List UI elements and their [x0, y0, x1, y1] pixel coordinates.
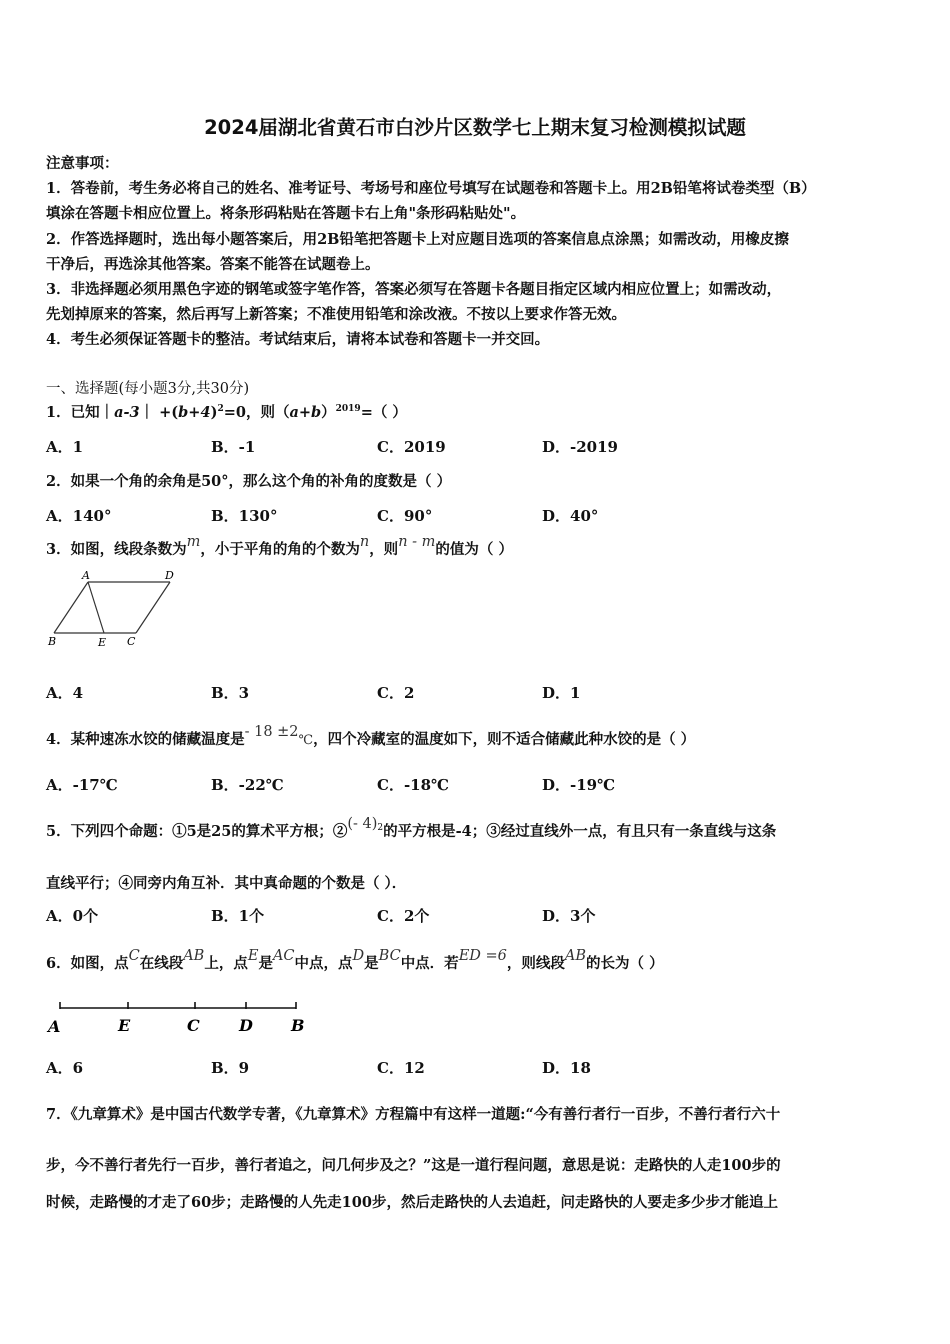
q1-option-a: A．1	[46, 438, 84, 456]
q4-option-a: A．-17℃	[46, 776, 118, 794]
label-a: A	[48, 1017, 61, 1036]
question-1	[46, 401, 407, 422]
q7-book-title: 《九章算术》	[70, 1106, 151, 1123]
label-a: A	[82, 569, 90, 582]
q1-text: 1．已知｜	[46, 404, 115, 421]
label-d: D	[239, 1016, 253, 1035]
page-title: 2024届湖北省黄石市白沙片区数学七上期末复习检测模拟试题	[204, 116, 746, 139]
q6-text: 上，点	[204, 955, 248, 972]
q7-book-title: 《九章算术》	[295, 1106, 376, 1123]
q3-options	[46, 682, 746, 704]
q6-ed-equals-6: ED =6	[458, 948, 507, 964]
question-4	[46, 724, 696, 749]
q3-text: ，则	[369, 541, 399, 558]
segment-ab	[54, 582, 88, 633]
q1-option-b: B．-1	[211, 438, 256, 456]
q3-n-minus-m: n - m	[398, 534, 436, 550]
q5-square: 2	[377, 823, 384, 833]
q2-option-c: C．90°	[377, 507, 433, 525]
q3-n: n	[359, 534, 370, 550]
q6-option-b: B．9	[211, 1059, 250, 1077]
q1-text: ｜ +(	[139, 404, 179, 421]
q6-text: 是	[258, 955, 273, 972]
q6-d: D	[352, 948, 365, 964]
q4-unit: ℃	[298, 733, 314, 748]
q6-e: E	[247, 948, 259, 964]
q1-option-d: D．-2019	[542, 438, 618, 456]
q3-option-d: D．1	[542, 684, 581, 702]
q4-option-b: B．-22℃	[211, 776, 284, 794]
q3-m: m	[186, 534, 201, 550]
q5-text: 的平方根是-4；③经过直线外一点，有且只有一条直线与这条	[383, 823, 777, 840]
q5-options	[46, 905, 746, 927]
q5-text: 5．下列四个命题：①5是25的算术平方根；②	[46, 823, 348, 840]
question-7	[46, 1103, 780, 1124]
notice-line-1: 1．答卷前，考生务必将自己的姓名、准考证号、考场号和座位号填写在试题卷和答题卡上。用2B铅笔将试卷类型（B）	[46, 180, 816, 197]
q4-text: ，四个冷藏室的温度如下，则不适合储藏此种水饺的是（ ）	[313, 731, 696, 748]
q6-text: 6．如图，点	[46, 955, 129, 972]
q5-expression: (- 4)	[347, 816, 378, 832]
q6-bc: BC	[378, 948, 401, 964]
q6-text: 中点．若	[400, 955, 459, 972]
q3-text: ，小于平角的角的个数为	[200, 541, 360, 558]
question-2: 2．如果一个角的余角是50°，那么这个角的补角的度数是（ ）	[46, 473, 452, 490]
q4-options	[46, 774, 746, 796]
q5-option-d: D．3个	[542, 907, 596, 925]
q3-option-b: B．3	[211, 684, 250, 702]
q6-segment-figure	[44, 996, 314, 1038]
q1-b4: b+4	[178, 404, 211, 421]
label-c: C	[127, 635, 136, 648]
q1-text: =（ ）	[360, 404, 407, 421]
notice-line-2: 填涂在答题卡相应位置上。将条形码粘贴在答题卡右上角"条形码粘贴处"。	[46, 205, 526, 222]
q6-text: ，则线段	[506, 955, 565, 972]
q7-text: 方程篇中有这样一道题:“今有善行者行一百步，不善行者行六十	[375, 1106, 781, 1123]
q2-option-b: B．130°	[211, 507, 278, 525]
q3-option-a: A．4	[46, 684, 84, 702]
label-c: C	[187, 1016, 200, 1035]
q6-ab-2: AB	[564, 948, 587, 964]
q6-options	[46, 1057, 746, 1079]
q6-option-a: A．6	[46, 1059, 84, 1077]
q4-temperature: - 18 ±2	[244, 724, 299, 740]
q3-option-c: C．2	[377, 684, 415, 702]
section-heading: 一、选择题(每小题3分,共30分)	[46, 381, 250, 397]
q4-option-d: D．-19℃	[542, 776, 616, 794]
q2-option-a: A．140°	[46, 507, 112, 525]
q7-text: 7．	[46, 1106, 71, 1123]
q3-text: 的值为（ ）	[435, 541, 513, 558]
notice-line-5: 3．非选择题必须用黑色字迹的钢笔或签字笔作答，答案必须写在答题卡各题目指定区域内相应位置上；如需改动，	[46, 281, 782, 298]
q6-option-d: D．18	[542, 1059, 591, 1077]
q2-options	[46, 505, 746, 527]
q4-option-c: C．-18℃	[377, 776, 450, 794]
question-7-line-3: 时候，走路慢的才走了60步；走路慢的人先走100步，然后走路快的人去追赶，问走路快的人要走多少步才能追上	[46, 1194, 778, 1211]
segment-dc	[136, 582, 170, 633]
question-5	[46, 816, 777, 841]
label-b: B	[291, 1016, 305, 1035]
q1-text: =0，则（	[223, 404, 290, 421]
q6-option-c: C．12	[377, 1059, 425, 1077]
segment-ae	[88, 582, 104, 633]
question-6	[46, 948, 664, 973]
label-e: E	[98, 636, 107, 649]
q4-text: 4．某种速冻水饺的储藏温度是	[46, 731, 245, 748]
label-e: E	[118, 1016, 131, 1035]
q7-text: 是中国古代数学专著，	[150, 1106, 296, 1123]
q5-option-b: B．1个	[211, 907, 265, 925]
q6-ab: AB	[183, 948, 205, 964]
q6-ac: AC	[272, 948, 295, 964]
label-d: D	[165, 569, 174, 582]
q3-parallelogram-figure	[44, 566, 184, 652]
q6-text: 是	[364, 955, 379, 972]
q6-c: C	[128, 948, 140, 964]
q1-ab: a+b	[289, 404, 322, 421]
q6-text: 的长为（ ）	[586, 955, 664, 972]
question-3	[46, 534, 513, 559]
q5-option-a: A．0个	[46, 907, 99, 925]
q1-exponent: 2019	[335, 404, 361, 414]
label-b: B	[48, 635, 57, 648]
q1-options	[46, 436, 746, 458]
q1-text: ）	[321, 404, 336, 421]
q3-text: 3．如图，线段条数为	[46, 541, 187, 558]
q6-text: 在线段	[139, 955, 184, 972]
q1-text: )	[210, 404, 218, 421]
question-7-line-2: 步，今不善行者先行一百步，善行者追之，问几何步及之？”这是一道行程问题，意思是说：走路快的人走100步的	[46, 1157, 781, 1174]
notice-heading: 注意事项：	[46, 155, 119, 172]
notice-line-4: 干净后，再选涂其他答案。答案不能答在试题卷上。	[46, 256, 380, 273]
q5-option-c: C．2个	[377, 907, 430, 925]
notice-line-3: 2．作答选择题时，选出每小题答案后，用2B铅笔把答题卡上对应题目选项的答案信息点涂黑；如需改动，用橡皮擦	[46, 231, 789, 248]
question-5-line-2: 直线平行；④同旁内角互补．其中真命题的个数是（ ）．	[46, 875, 407, 892]
q1-square: 2	[217, 404, 224, 414]
notice-line-7: 4．考生必须保证答题卡的整洁。考试结束后，请将本试卷和答题卡一并交回。	[46, 331, 550, 348]
notice-line-6: 先划掉原来的答案，然后再写上新答案；不准使用铅笔和涂改液。不按以上要求作答无效。	[46, 306, 626, 323]
q1-a3: a-3	[114, 404, 140, 421]
q6-text: 中点，点	[294, 955, 353, 972]
q2-option-d: D．40°	[542, 507, 599, 525]
q1-option-c: C．2019	[377, 438, 446, 456]
